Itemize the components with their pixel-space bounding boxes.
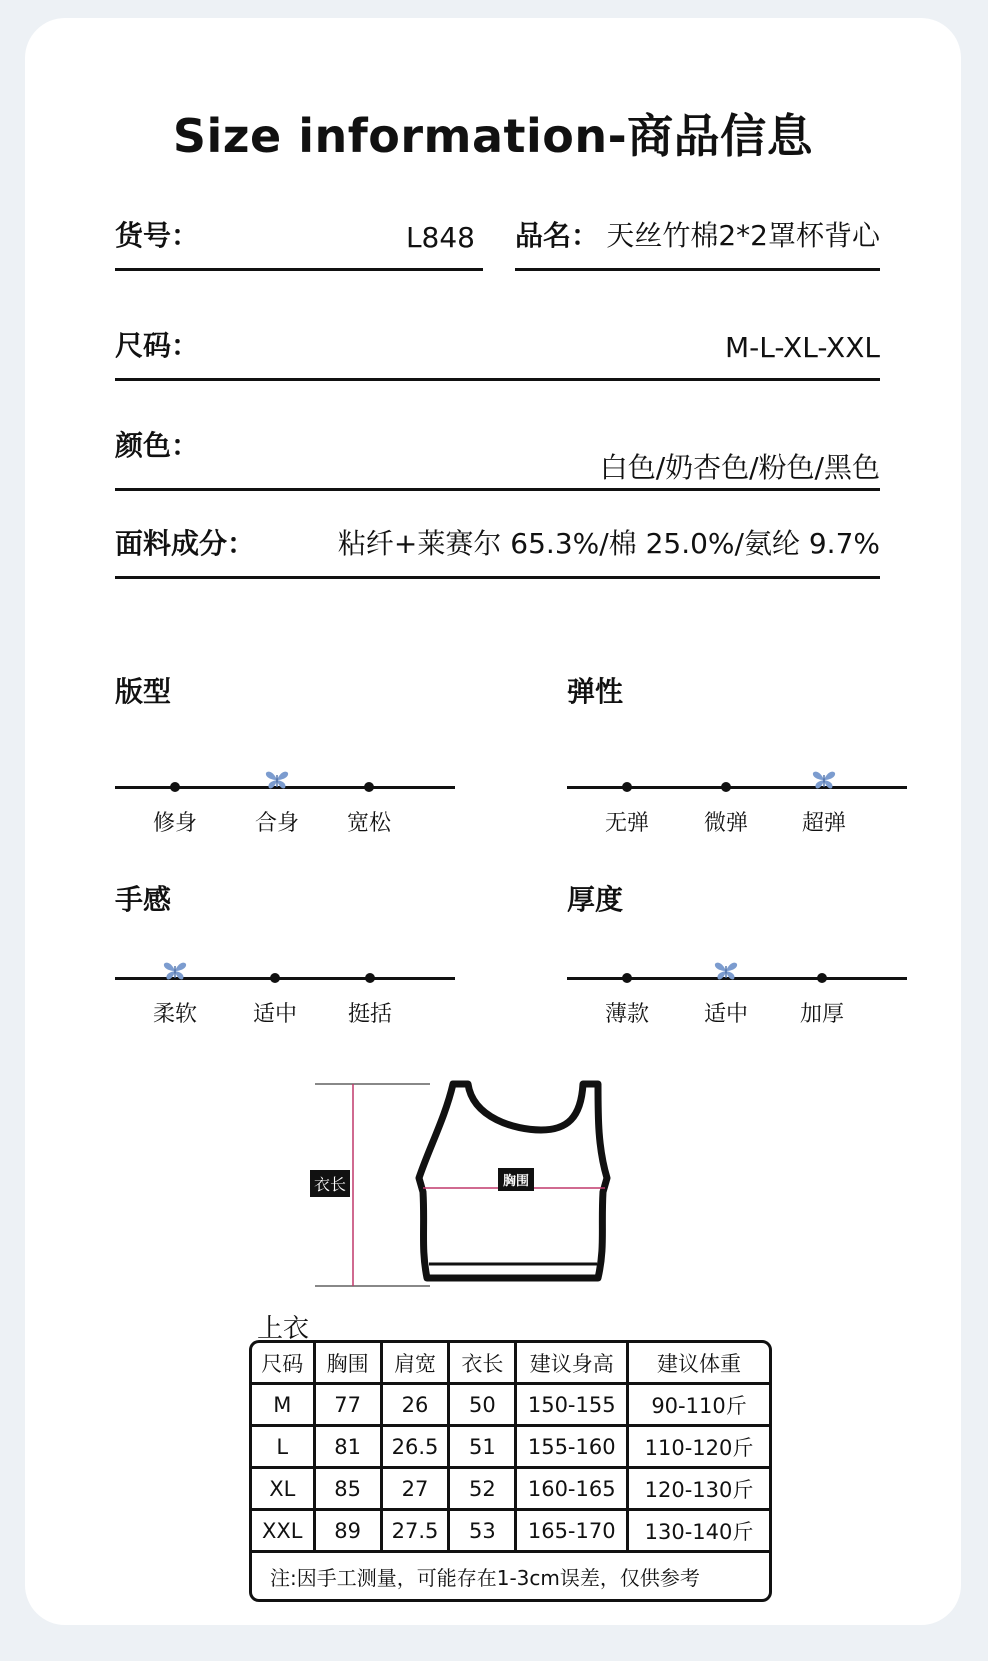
table-cell: 81 bbox=[316, 1427, 383, 1469]
attribute-scale bbox=[567, 959, 907, 1027]
chest-label: 胸围 bbox=[498, 1168, 534, 1191]
table-cell: 165-170 bbox=[517, 1511, 629, 1553]
table-cell: 27 bbox=[383, 1469, 451, 1511]
butterfly-marker-icon bbox=[812, 770, 836, 790]
butterfly-marker-icon bbox=[714, 961, 738, 981]
color-field bbox=[115, 424, 880, 491]
butterfly-marker-icon bbox=[265, 770, 289, 790]
length-label: 衣长 bbox=[310, 1170, 350, 1197]
table-cell: 77 bbox=[316, 1385, 383, 1427]
scale-option-label: 加厚 bbox=[799, 1002, 844, 1027]
scale-dot bbox=[721, 782, 731, 792]
table-cell: 27.5 bbox=[383, 1511, 451, 1553]
table-cell: 51 bbox=[450, 1427, 517, 1469]
table-cell: 胸围 bbox=[316, 1343, 383, 1385]
table-cell: 26 bbox=[383, 1385, 451, 1427]
table-cell: 建议体重 bbox=[629, 1343, 769, 1385]
scale-dot bbox=[170, 782, 180, 792]
scale-dot bbox=[270, 973, 280, 983]
item-no-value: L848 bbox=[405, 221, 475, 254]
attribute-title: 厚度 bbox=[567, 883, 624, 916]
product-name-field bbox=[515, 218, 880, 271]
attribute-title: 版型 bbox=[115, 675, 172, 708]
scale-option-label: 柔软 bbox=[152, 1002, 197, 1027]
attribute-title: 手感 bbox=[115, 883, 172, 916]
table-cell: 尺码 bbox=[252, 1343, 316, 1385]
table-cell: 89 bbox=[316, 1511, 383, 1553]
item-no-label: 货号： bbox=[115, 219, 200, 252]
scale-option-label: 修身 bbox=[152, 811, 197, 836]
scale-dot bbox=[622, 973, 632, 983]
color-label: 颜色： bbox=[115, 429, 200, 462]
butterfly-marker-icon bbox=[163, 961, 187, 981]
scale-option-label: 微弹 bbox=[703, 811, 748, 836]
table-row bbox=[252, 1427, 769, 1469]
scale-option-label: 挺括 bbox=[347, 1002, 392, 1027]
table-cell: 110-120斤 bbox=[629, 1427, 769, 1469]
table-cell: 90-110斤 bbox=[629, 1385, 769, 1427]
color-value: 白色/奶杏色/粉色/黑色 bbox=[599, 451, 880, 484]
table-cell: M bbox=[252, 1385, 316, 1427]
scale-line bbox=[567, 786, 907, 789]
table-row bbox=[252, 1385, 769, 1427]
table-cell: 肩宽 bbox=[383, 1343, 451, 1385]
scale-dot bbox=[365, 973, 375, 983]
scale-option-label: 超弹 bbox=[801, 811, 846, 836]
scale-dot bbox=[817, 973, 827, 983]
scale-option-label: 适中 bbox=[252, 1002, 297, 1027]
table-cell: 50 bbox=[450, 1385, 517, 1427]
table-row bbox=[252, 1511, 769, 1553]
product-name-value: 天丝竹棉2*2罩杯背心 bbox=[606, 219, 880, 252]
page-title: Size information-商品信息 bbox=[172, 109, 814, 163]
fabric-value: 粘纤+莱赛尔 65.3%/棉 25.0%/氨纶 9.7% bbox=[337, 527, 880, 560]
item-no-field bbox=[115, 218, 483, 271]
table-caption: 上衣 bbox=[257, 1314, 310, 1344]
size-label: 尺码： bbox=[115, 329, 200, 362]
table-cell: 130-140斤 bbox=[629, 1511, 769, 1553]
table-cell: XXL bbox=[252, 1511, 316, 1553]
table-cell: 85 bbox=[316, 1469, 383, 1511]
table-cell: 155-160 bbox=[517, 1427, 629, 1469]
table-cell: 150-155 bbox=[517, 1385, 629, 1427]
fabric-field bbox=[115, 526, 880, 579]
table-row bbox=[252, 1469, 769, 1511]
attribute-scale bbox=[115, 959, 455, 1027]
attribute-scale bbox=[115, 768, 455, 836]
table-cell: 建议身高 bbox=[517, 1343, 629, 1385]
table-cell: L bbox=[252, 1427, 316, 1469]
table-cell: 26.5 bbox=[383, 1427, 451, 1469]
scale-option-label: 无弹 bbox=[604, 811, 649, 836]
garment-diagram bbox=[315, 1078, 655, 1308]
table-cell: XL bbox=[252, 1469, 316, 1511]
table-note: 注:因手工测量，可能存在1-3cm误差，仅供参考 bbox=[270, 1565, 700, 1590]
table-cell: 衣长 bbox=[450, 1343, 517, 1385]
product-name-label: 品名： bbox=[515, 219, 600, 252]
size-field bbox=[115, 328, 880, 381]
fabric-label: 面料成分： bbox=[115, 527, 256, 560]
table-cell: 52 bbox=[450, 1469, 517, 1511]
scale-option-label: 宽松 bbox=[346, 811, 391, 836]
table-cell: 120-130斤 bbox=[629, 1469, 769, 1511]
attribute-title: 弹性 bbox=[567, 675, 624, 708]
scale-dot bbox=[364, 782, 374, 792]
size-table bbox=[249, 1340, 772, 1602]
info-card bbox=[25, 18, 961, 1625]
scale-option-label: 适中 bbox=[703, 1002, 748, 1027]
attribute-scale bbox=[567, 768, 907, 836]
table-header-row bbox=[252, 1343, 769, 1385]
scale-option-label: 薄款 bbox=[604, 1002, 649, 1027]
size-value: M-L-XL-XXL bbox=[724, 331, 880, 364]
table-cell: 160-165 bbox=[517, 1469, 629, 1511]
scale-option-label: 合身 bbox=[254, 811, 299, 836]
table-note-row bbox=[252, 1553, 769, 1599]
table-cell: 53 bbox=[450, 1511, 517, 1553]
scale-dot bbox=[622, 782, 632, 792]
